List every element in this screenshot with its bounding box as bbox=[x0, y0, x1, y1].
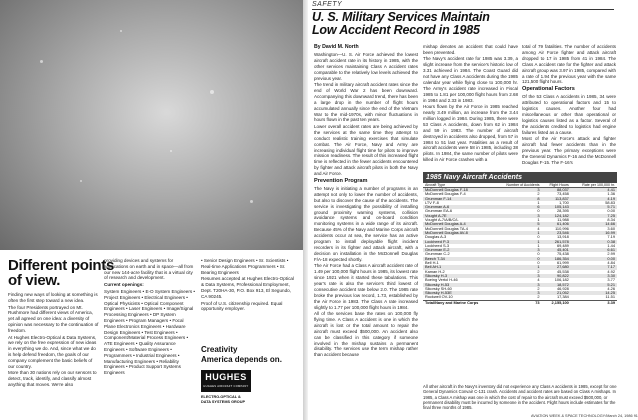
table-cell: 0.00 bbox=[607, 208, 615, 214]
table-cell: Grumman E-2 bbox=[423, 248, 495, 252]
table-cell: 6.61 bbox=[571, 248, 617, 252]
table-cell: 105,143 bbox=[542, 205, 571, 209]
table-cell: 45,401 bbox=[542, 248, 571, 252]
table-cell: 3 bbox=[495, 214, 542, 218]
ad-column-2: providing devices and systems for applications on earth and in space—all from our new 144-acre facility that is a virtual city of research and development. Current openings: System Engineers • E-O System Engineers • Project Engineers • Electrical Engineers • Optical Physicists • Optical Component Engineers • Laser Engineers • Image/Signal Processing Engineers • DP System Engineers • Program Managers • Focal Plane Electronics Engineers • Hardware Design Engineers • Test Engineers • Component/Material Process Engineers • ATE Engineers • Quality Assurance Engineers • Software Engineers • Programmers • Industrial Engineers • Manufacturing Engineers • Reliability Engineers • Product Support Systems Engineers bbox=[104, 258, 196, 376]
table-cell: Beech T-34 bbox=[423, 257, 495, 261]
accident-table bbox=[423, 172, 617, 306]
hughes-division-name: ELECTRO-OPTICAL & DATA SYSTEMS GROUP bbox=[201, 395, 246, 404]
table-total-cell: 3.39 bbox=[571, 300, 617, 305]
table-cell: 27,680 bbox=[542, 265, 571, 269]
table-cell: 0 bbox=[537, 234, 540, 240]
table-cell: 4 bbox=[537, 225, 540, 231]
article-title: U. S. Military Services Maintain Low Accident Record in 1985 bbox=[312, 10, 490, 37]
accident-data-table bbox=[423, 183, 617, 306]
subheading-prevention: Prevention Program bbox=[314, 178, 368, 185]
column-header: Aircraft Type bbox=[423, 183, 495, 188]
table-cell: Bell H-1 bbox=[425, 260, 439, 266]
table-cell: LTV F-8 bbox=[425, 199, 439, 205]
table-cell: 18,572 bbox=[542, 283, 571, 287]
table-cell: Rockwell OV-10 bbox=[425, 294, 453, 300]
table-cell: 5.71 bbox=[571, 205, 617, 209]
table-cell: 8 bbox=[495, 197, 542, 201]
table-cell: 1 bbox=[495, 265, 542, 269]
table-cell: 110,996 bbox=[555, 225, 569, 231]
table-cell: Bell AH-1 bbox=[423, 265, 495, 269]
table-cell: 69,489 bbox=[556, 242, 569, 248]
table-cell: 3 bbox=[495, 248, 542, 252]
table-cell: 2.99 bbox=[607, 251, 615, 257]
table-cell: 2 bbox=[537, 268, 540, 274]
table-cell: Sikorsky SH-60 bbox=[425, 285, 452, 291]
table-cell: McDonnell Douglas A-4 bbox=[423, 222, 495, 226]
table-cell: 113,837 bbox=[542, 197, 571, 201]
ad-headline-line-2: of view. bbox=[8, 272, 61, 289]
ad-headline-line-1: Different points bbox=[8, 257, 115, 274]
table-cell: 14.25 bbox=[571, 291, 617, 295]
table-cell: 90,822 bbox=[542, 274, 571, 278]
hughes-logo-subtitle: HUGHES AIRCRAFT COMPANY bbox=[203, 385, 249, 388]
table-cell: 2 bbox=[537, 191, 540, 197]
table-cell: Sikorsky H-53 bbox=[423, 283, 495, 287]
table-cell: 1.36 bbox=[607, 191, 615, 197]
table-cell: 1 bbox=[495, 240, 542, 244]
table-cell: McDonnell Douglas F-4 bbox=[425, 191, 466, 197]
table-cell: 106,182 bbox=[554, 277, 569, 283]
article-byline: By David M. North bbox=[314, 44, 359, 50]
table-total-row bbox=[423, 300, 617, 305]
table-cell: 75,438 bbox=[556, 251, 569, 257]
table-cell: 46,928 bbox=[556, 285, 569, 291]
table-cell: 4.41 bbox=[571, 188, 617, 193]
hughes-logo: HUGHES bbox=[201, 370, 251, 392]
table-cell: 2 bbox=[537, 285, 540, 291]
ad-tagline: Creativity America depends on. bbox=[201, 345, 282, 364]
table-cell: Vought A-7/A/B/C/L bbox=[425, 217, 459, 223]
table-cell: 4.92 bbox=[607, 268, 615, 274]
table-cell: 124,182 bbox=[542, 214, 571, 218]
table-cell: 73,458 bbox=[556, 191, 569, 197]
table-cell: 45,538 bbox=[556, 268, 569, 274]
table-cell: 23,546 bbox=[542, 231, 571, 235]
table-cell: Lockheed P-3 bbox=[423, 240, 495, 244]
article-page bbox=[308, 0, 638, 420]
column-header: Rate per 100,000 hr. bbox=[571, 183, 617, 188]
table-cell: 7.19 bbox=[607, 234, 615, 240]
table-cell: 3.30 bbox=[571, 274, 617, 278]
table-cell: 28,395 bbox=[556, 208, 569, 214]
table-cell: 0.00 bbox=[571, 257, 617, 261]
table-total-cell: 73 bbox=[495, 300, 542, 305]
table-cell: 3.60 bbox=[607, 225, 615, 231]
table-cell: 7.17 bbox=[571, 265, 617, 269]
hughes-advertisement bbox=[0, 0, 303, 420]
table-cell: 0 bbox=[495, 257, 542, 261]
table-footnote: All other aircraft in the Navy's inventory did not experience any Class A accidents in 1985, except for one General Dynamics Convair C-131 crash. Accidents and accident rates are based on Class A mishaps. In 1985, a Class A mishap was one in which the cost of repair to the aircraft must exceed $500,000, or permanent disability must be incurred by someone in the accident. Flight hours include estimates for the final three months of 1985. bbox=[423, 384, 617, 411]
ad-column-3: • Senior Design Engineers • Sr. Scientists • Real-time Applications Programmers • Sr. Bearing Engineers Resumes accepted at Hughes Electro-Optical & Data Systems, Professional Employment, Dept. T20HA-30, P.O. Box 913, El Segundo, CA 90245. Proof of U.S. citizenship required. Equal opportunity employer. bbox=[201, 258, 294, 312]
table-cell: Boeing Vertol H-46 bbox=[425, 277, 458, 283]
table-cell: 0 bbox=[537, 260, 540, 266]
table-cell: 61,406 bbox=[542, 222, 571, 226]
table-cell: 3 bbox=[495, 283, 542, 287]
page-folio: AVIATION WEEK & SPACE TECHNOLOGY/March 24, 1986 91 bbox=[531, 414, 638, 418]
table-cell: 6 bbox=[495, 205, 542, 209]
table-cell: 1 bbox=[537, 199, 540, 205]
table-cell: 3 bbox=[495, 188, 542, 193]
table-total-cell: 2,155,100 bbox=[542, 300, 571, 305]
table-cell: 14.66 bbox=[571, 222, 617, 226]
ad-photograph bbox=[0, 0, 303, 250]
table-cell: 3.77 bbox=[607, 277, 615, 283]
table-cell: Grumman EA-6 bbox=[425, 208, 453, 214]
table-cell: 1 bbox=[495, 231, 542, 235]
table-cell: 11,988 bbox=[557, 217, 569, 223]
table-cell: 5 bbox=[495, 222, 542, 226]
column-header: Flight Hours bbox=[542, 183, 571, 188]
table-cell: 4 bbox=[537, 277, 540, 283]
table-cell: 5.21 bbox=[571, 283, 617, 287]
table-cell: 0.38 bbox=[571, 240, 617, 244]
table-cell: 4.19 bbox=[571, 197, 617, 201]
table-cell: Grumman F-14 bbox=[423, 197, 495, 201]
table-cell: Kaman H-2 bbox=[425, 268, 445, 274]
table-cell: 2 bbox=[537, 294, 540, 300]
table-cell: 21,052 bbox=[542, 291, 571, 295]
article-column-3: total of 79 fatalities. The number of accidents among Air Force fighter and attack aircraft dropped to 17 in 1985 from 41 in 1984. The Class A accident rate for the fighter and attack aircraft group was 3.97 in 1985, compared with a rate of 1.94 the previous year with the same 121,500 flight hours. Operational Factors Of the 53 Class A accidents in 1985, 34 were attributed to operational factors and 15 to logistics causes. Another four had miscellaneous or other than operational or logistics causes listed as a factor. Several of the accidents credited to logistics had engine failures listed as a cause. Most of the Air Force's attack and fighter aircraft had fewer accidents than in the previous year. The primary exceptions were the General Dynamics F-16 and the McDonnell Douglas F-15. The F-16's bbox=[522, 44, 616, 165]
table-cell: McDonnell Douglas F-18 bbox=[423, 188, 495, 193]
table-cell: Douglas A-3 bbox=[425, 234, 447, 240]
table-cell: Vought A-7E bbox=[423, 214, 495, 218]
table-cell: Sikorsky H-3 bbox=[423, 274, 495, 278]
table-cell: 1 bbox=[537, 217, 540, 223]
table-cell: 186,354 bbox=[542, 257, 571, 261]
subheading-operational-factors: Operational Factors bbox=[522, 86, 575, 93]
table-cell: 0 bbox=[537, 208, 540, 214]
table-cell: Sikorsky H-53E bbox=[423, 291, 495, 295]
ad-headline bbox=[8, 258, 114, 288]
table-cell: 16.99 bbox=[571, 231, 617, 235]
table-body bbox=[423, 188, 617, 306]
table-cell: 4.26 bbox=[607, 285, 615, 291]
table-cell: 1 bbox=[537, 242, 540, 248]
table-cell: 61,999 bbox=[556, 260, 569, 266]
ad-column-1: Finding new ways of looking at something is often the first step toward a new idea. The four Presidents portrayed on Mt. Rushmore had different views of America, yet all agreed on one idea: a diversity of opinion was necessary to the continuation of freedom. At Hughes Electro-Optical & Data Systems, we rely on the free expression of new ideas in everything we do. And, since what we do is help defend freedom, the goals of our company complement the basic beliefs of our country. More than 30 nations rely on our sensors to detect, track, identify, and classify almost anything that moves. We're also bbox=[8, 292, 99, 387]
table-cell: Grumman C-2 bbox=[425, 251, 450, 257]
table-cell: 3 bbox=[495, 274, 542, 278]
table-total-cell: Total/Navy and Marine Corps bbox=[423, 300, 495, 305]
table-cell: 8.34 bbox=[607, 217, 615, 223]
table-cell: McDonnell Douglas TA-4 bbox=[425, 225, 468, 231]
table-cell: 3 bbox=[495, 291, 542, 295]
table-cell: 7.25 bbox=[571, 214, 617, 218]
table-cell: Grumman A-6 bbox=[423, 205, 495, 209]
table-cell: 1.44 bbox=[607, 242, 615, 248]
table-cell: 13,918 bbox=[556, 234, 569, 240]
table-cell: 4.84 bbox=[607, 260, 615, 266]
table-cell: 261,578 bbox=[542, 240, 571, 244]
table-cell: 17,384 bbox=[556, 294, 569, 300]
article-column-2: mishap denotes an accident that could have been prevented. The Navy's accident rate for 1985 was 3.39, a slight increase from the service's historic low of 3.31 achieved in 1984. The Coast Guard did not have any Class A accidents during the 1985 calendar year while flying close to 100,000 hr. The Army's accident rate increased in Fiscal 1985 to 1.81 per 100,000 flight hours from 2.68 in 1984 and 2.33 in 1983. Hours flown by the Air Force in 1985 reached nearly 3.49 million, an increase from the 3.44 million logged in 1984. During 1985, there were 53 Class A accidents, down from 62 in 1984 and 59 in 1983. The number of aircraft destroyed in accidents also dropped, from 57 in 1984 to 51 last year. Fatalities as a result of aircraft accidents were 58 in 1985, including 38 pilots. In 1984, the same number of pilots were killed in Air Force crashes with a bbox=[423, 44, 518, 163]
table-title: 1985 Navy Aircraft Accidents bbox=[423, 172, 617, 183]
table-cell: 58.83 bbox=[605, 199, 615, 205]
table-cell: 11.51 bbox=[605, 294, 615, 300]
table-cell: 88,037 bbox=[542, 188, 571, 193]
table-cell: 1,700 bbox=[559, 199, 569, 205]
article-column-1: Washington—U. S. Air Force achieved the lowest aircraft accident rate in its history in 1985, with the other services maintaining Class A accident rates comparable to the relatively low levels achieved the previous year. The trend in military aircraft accident rates since the end of World War 2 has been downward. Accompanying this downward trend, there has been a large drop in the number of flight hours accumulated annually since the end of the Vietnam War to the mid-1970s, with minor fluctuations in hours flown in the past ten years. Lower overall accident rates are being achieved by the services at the same time they attempt to conduct realistic training exercises that simulate combat. The Air Force, Navy and Army are increasing individual flight time for pilots to improve mission readiness. The result of this increased flight time is reflected in the fewer accidents encountered by fighter and attack aircraft pilots in both the Navy and Air Force. Prevention Program The Navy is initiating a number of programs in an attempt not only to lower the number of accidents, but also to discover the cause of the accidents. The service is investigating the possibility of installing ground proximity warning systems, collision avoidance systems and on-board condition monitoring systems in a wide range of its aircraft. Because 45% of the Navy and Marine Corps aircraft accidents occur at sea, the service has an active program to install deployable flight incident recorders in its fighter and attack aircraft, with a decision on installation in the McDonnell Douglas F/A-18 expected shortly. The Air Force had a Class A aircraft accident rate of 1.49 per 100,000 flight hours in 1985, its lowest rate since 1921 when it started these tabulations. This year's rate is also the service's third lowest of consecutive accident rate below 2.0. The 1985 rate broke the previous low record, 1.73, established by the Air Force in 1983. The Class A rate increased slightly to 1.77 per 100,000 flight hours in 1984. All of the services base the rates on 100,000 fly flying time. A Class A accident is one in which the aircraft is lost or the total amount to repair the aircraft must exceed $500,000. An accident also can be classified in this category if someone involved in the mishap sustains a permanent disability. The services use the term mishap rather than accident because bbox=[314, 52, 418, 358]
section-label: SAFETY bbox=[312, 1, 343, 8]
column-header: Number of Accidents bbox=[495, 183, 542, 188]
table-cell: 0 bbox=[537, 251, 540, 257]
table-cell: Lockheed S-3 bbox=[425, 242, 450, 248]
table-cell: McDonnell Douglas AV-8 bbox=[423, 231, 495, 235]
